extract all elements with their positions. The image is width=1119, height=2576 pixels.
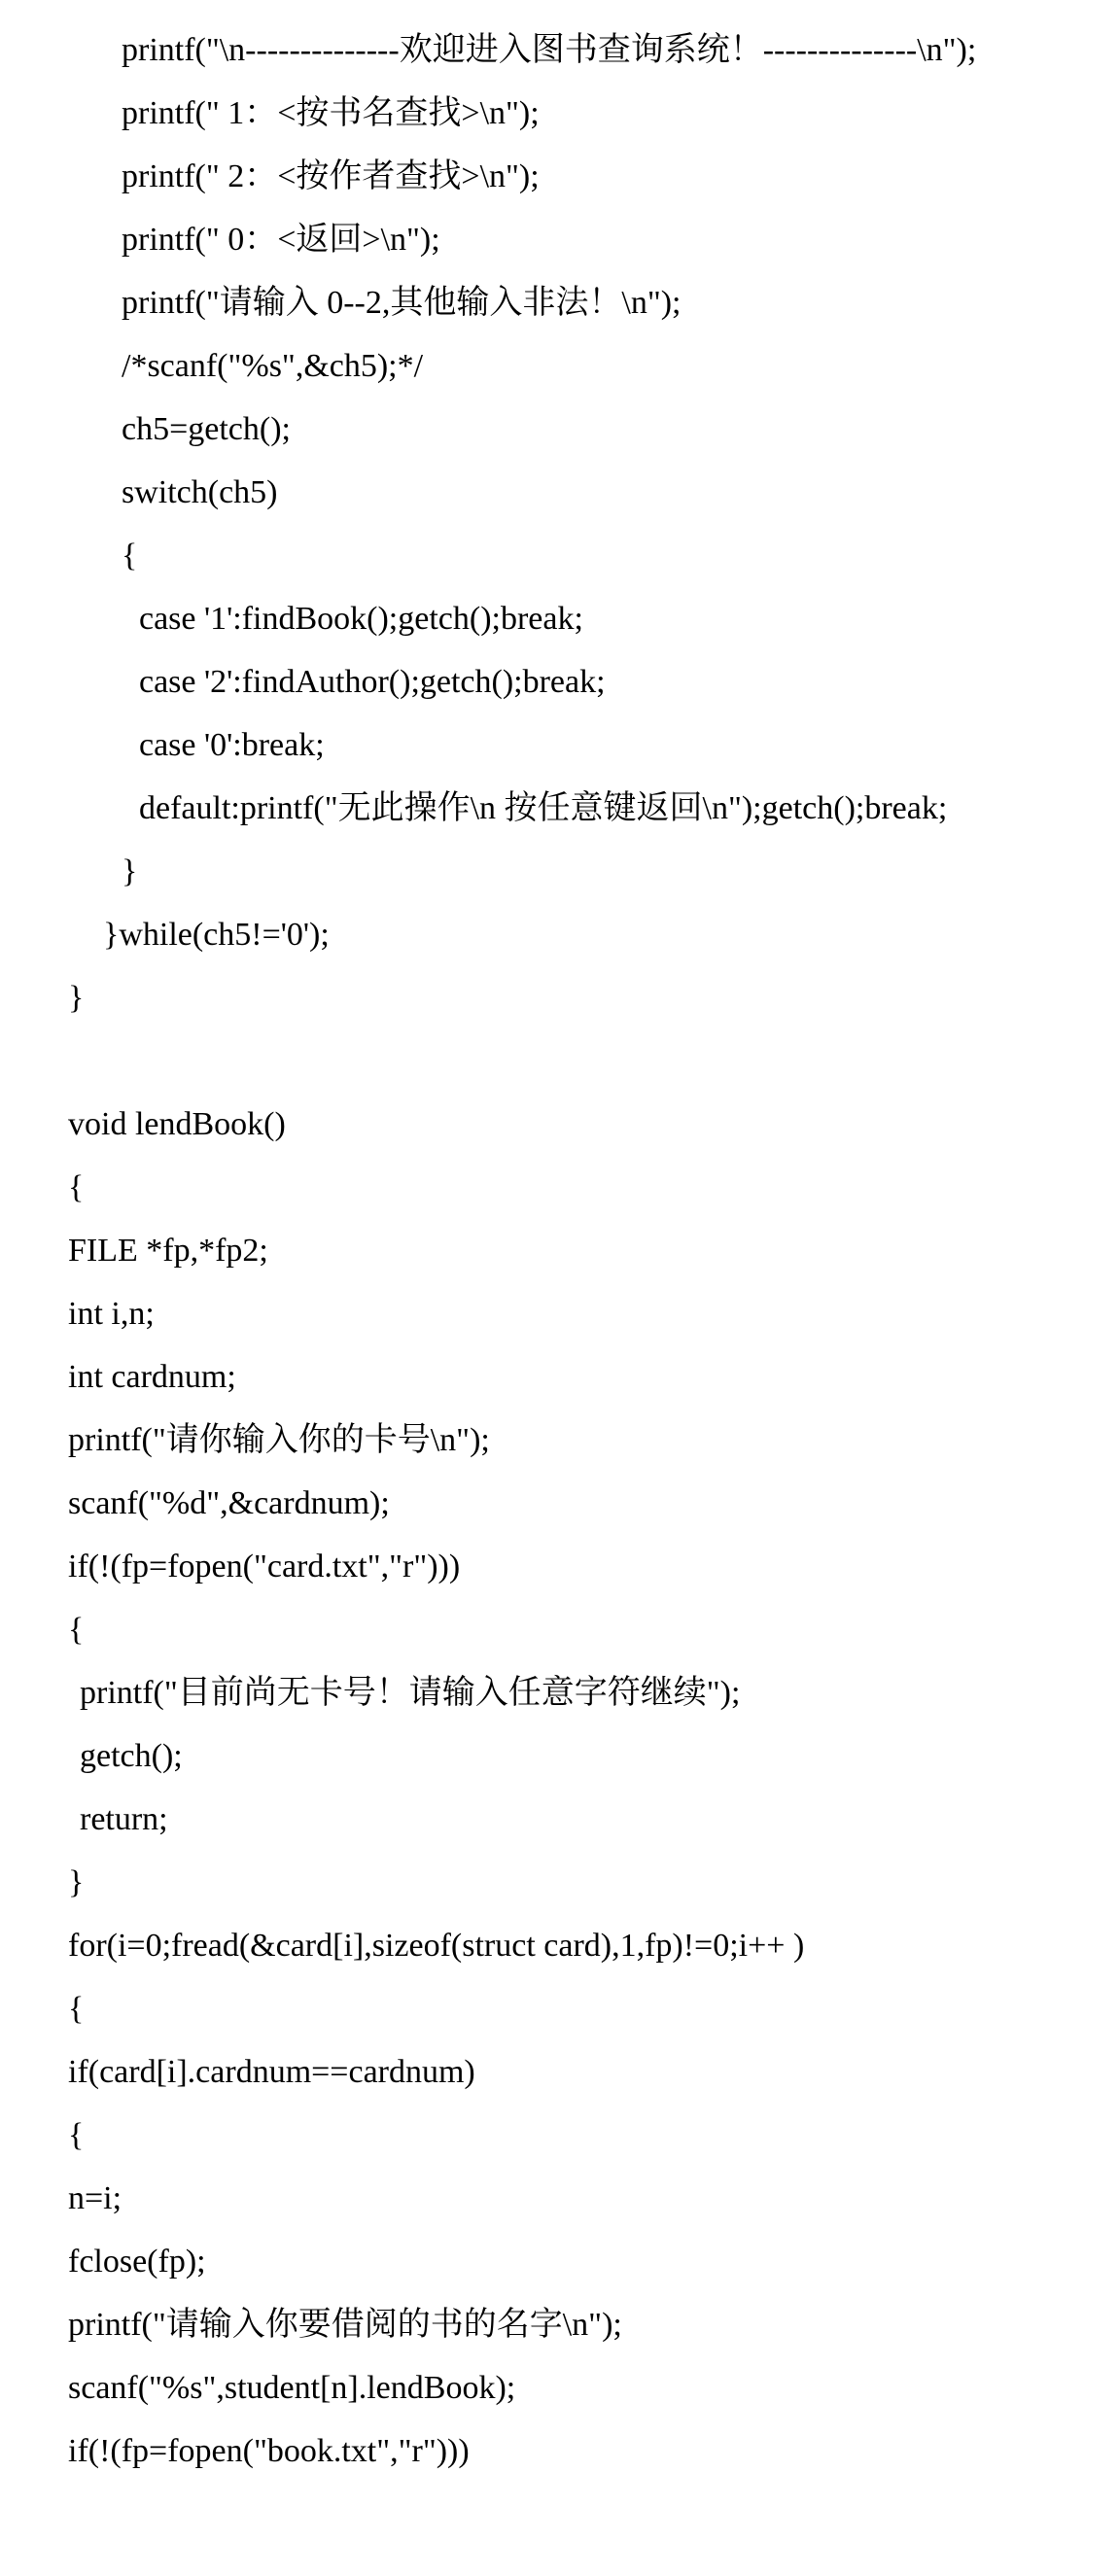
code-line: switch(ch5) — [122, 474, 278, 510]
code-line: printf("请你输入你的卡号\n"); — [68, 1422, 490, 1458]
code-line: case '2':findAuthor();getch();break; — [139, 664, 606, 700]
code-line: printf(" 1：<按书名查找>\n"); — [122, 95, 540, 131]
code-line: printf("请输入 0--2,其他输入非法！\n"); — [122, 285, 682, 321]
code-line: scanf("%s",student[n].lendBook); — [68, 2370, 516, 2406]
code-line: printf(" 2：<按作者查找>\n"); — [122, 158, 540, 194]
code-line: void lendBook() — [68, 1106, 286, 1142]
code-line: { — [68, 1991, 85, 2027]
code-line: } — [68, 1864, 85, 1900]
code-line: if(!(fp=fopen("card.txt","r"))) — [68, 1549, 461, 1584]
code-line: return; — [80, 1801, 168, 1837]
code-line: FILE *fp,*fp2; — [68, 1233, 268, 1269]
code-line: fclose(fp); — [68, 2244, 206, 2280]
code-line: int cardnum; — [68, 1359, 236, 1395]
code-line: } — [122, 853, 138, 889]
code-line: }while(ch5!='0'); — [103, 917, 330, 953]
code-line: } — [68, 980, 85, 1016]
code-line: int i,n; — [68, 1296, 155, 1332]
code-line: printf("目前尚无卡号！请输入任意字符继续"); — [80, 1675, 741, 1711]
code-line: case '0':break; — [139, 727, 325, 763]
code-line: { — [122, 538, 138, 574]
code-line: n=i; — [68, 2180, 122, 2216]
code-line: if(card[i].cardnum==cardnum) — [68, 2054, 475, 2090]
code-line: getch(); — [80, 1738, 183, 1774]
code-line: scanf("%d",&cardnum); — [68, 1485, 390, 1521]
code-line: { — [68, 2117, 85, 2153]
code-line: if(!(fp=fopen("book.txt","r"))) — [68, 2433, 470, 2469]
code-line: ch5=getch(); — [122, 411, 291, 447]
code-line: default:printf("无此操作\n 按任意键返回\n");getch();break; — [139, 790, 948, 826]
code-line: case '1':findBook();getch();break; — [139, 601, 583, 637]
code-line: /*scanf("%s",&ch5);*/ — [122, 348, 424, 384]
code-line: printf("请输入你要借阅的书的名字\n"); — [68, 2307, 622, 2343]
code-line: for(i=0;fread(&card[i],sizeof(struct card),1,fp)!=0;i++ ) — [68, 1928, 805, 1964]
code-line: printf("\n--------------欢迎进入图书查询系统！--------------\n"); — [122, 32, 977, 68]
code-line: { — [68, 1612, 85, 1648]
code-line: { — [68, 1169, 85, 1205]
code-line: printf(" 0：<返回>\n"); — [122, 222, 440, 258]
